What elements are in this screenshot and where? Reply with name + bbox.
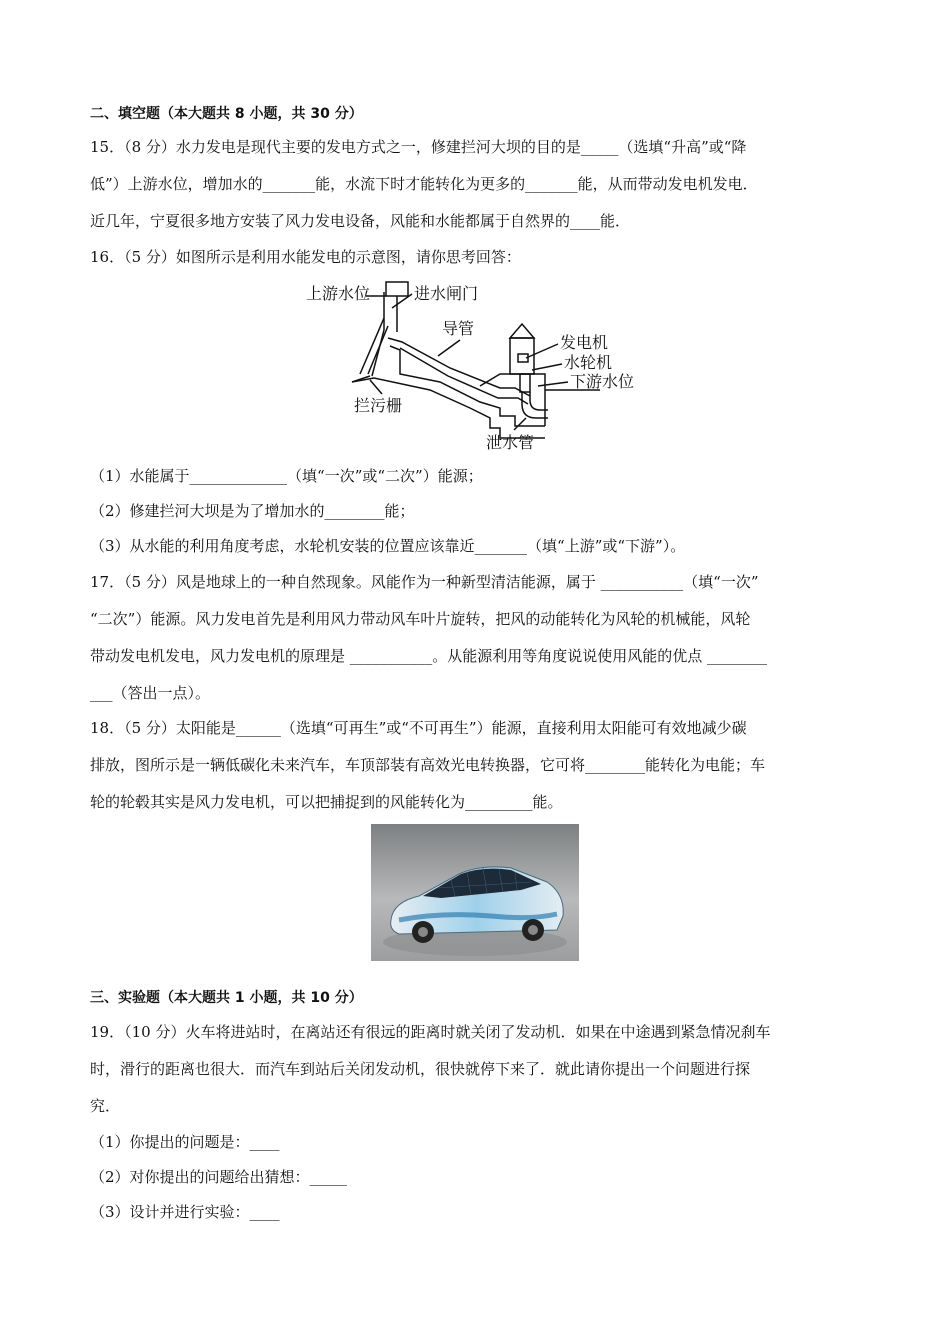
- q16-sub-1: （1）水能属于_____________（填“一次”或“二次”）能源；: [90, 467, 483, 485]
- label-downstream: 下游水位: [570, 372, 635, 391]
- label-intake-gate: 进水闸门: [414, 284, 479, 303]
- q18-line-1: 18．（5 分）太阳能是______（选填“可再生”或“不可再生”）能源，直接利用太阳能可有效地减少碳: [90, 719, 747, 737]
- rear-hub: [528, 925, 538, 935]
- q18-line-3: 轮的轮毂其实是风力发电机，可以把捕捉到的风能转化为_________能。: [90, 793, 563, 811]
- label-trash-rack: 拦污栅: [354, 396, 403, 415]
- q15-line-2: 低”）上游水位，增加水的_______能，水流下时才能转化为更多的_______能，从而带动发电机发电．: [90, 175, 758, 193]
- solar-car-photo: [371, 824, 579, 961]
- intake-gate-box: [386, 282, 408, 296]
- q19-sub-1: （1）你提出的问题是：____: [90, 1133, 280, 1151]
- q19-line-2: 时，滑行的距离也很大．而汽车到站后关闭发动机，很快就停下来了．就此请你提出一个问题进行探: [90, 1060, 751, 1078]
- q19-sub-3: （3）设计并进行实验：____: [90, 1203, 280, 1221]
- label-pipe: 导管: [442, 319, 475, 338]
- q18-line-2: 排放，图所示是一辆低碳化未来汽车，车顶部装有高效光电转换器，它可将________能转化为电能；车: [90, 756, 766, 774]
- q16-sub-3: （3）从水能的利用角度考虑，水轮机安装的位置应该靠近_______（填“上游”或“下游”）。: [90, 537, 686, 555]
- label-drain-pipe: 泄水管: [486, 433, 535, 452]
- label-turbine: 水轮机: [564, 353, 613, 372]
- q15-line-1: 15．（8 分）水力发电是现代主要的发电方式之一，修建拦河大坝的目的是_____（选填“升高”或“降: [90, 138, 747, 156]
- q19-line-1: 19．（10 分）火车将进站时，在离站还有很远的距离时就关闭了发动机．如果在中途遇到紧急情况刹车: [90, 1023, 771, 1041]
- label-upstream: 上游水位: [306, 284, 371, 303]
- q16-stem: 16．（5 分）如图所示是利用水能发电的示意图，请你思考回答：: [90, 248, 521, 266]
- q17-line-1: 17．（5 分）风是地球上的一种自然现象。风能作为一种新型清洁能源，属于 ___________（填“一次”: [90, 573, 759, 591]
- label-generator: 发电机: [560, 333, 609, 352]
- q15-line-3: 近几年，宁夏很多地方安装了风力发电设备，风能和水能都属于自然界的____能．: [90, 212, 631, 230]
- q17-line-2: “二次”）能源。风力发电首先是利用风力带动风车叶片旋转，把风的动能转化为风轮的机械能，风轮: [90, 610, 751, 628]
- section-heading-fill-blank: 二、填空题（本大题共 8 小题，共 30 分）: [90, 106, 363, 122]
- q19-sub-2: （2）对你提出的问题给出猜想：_____: [90, 1168, 348, 1186]
- hydropower-diagram: [300, 278, 660, 456]
- q19-line-3: 究．: [90, 1097, 121, 1115]
- front-hub: [418, 927, 428, 937]
- q16-sub-2: （2）修建拦河大坝是为了增加水的________能；: [90, 502, 415, 520]
- q17-line-3: 带动发电机发电，风力发电机的原理是 ___________。从能源利用等角度说说使用风能的优点 ________: [90, 647, 768, 665]
- section-heading-experiment: 三、实验题（本大题共 1 小题，共 10 分）: [90, 990, 363, 1006]
- q17-line-4: ___（答出一点）。: [90, 684, 211, 702]
